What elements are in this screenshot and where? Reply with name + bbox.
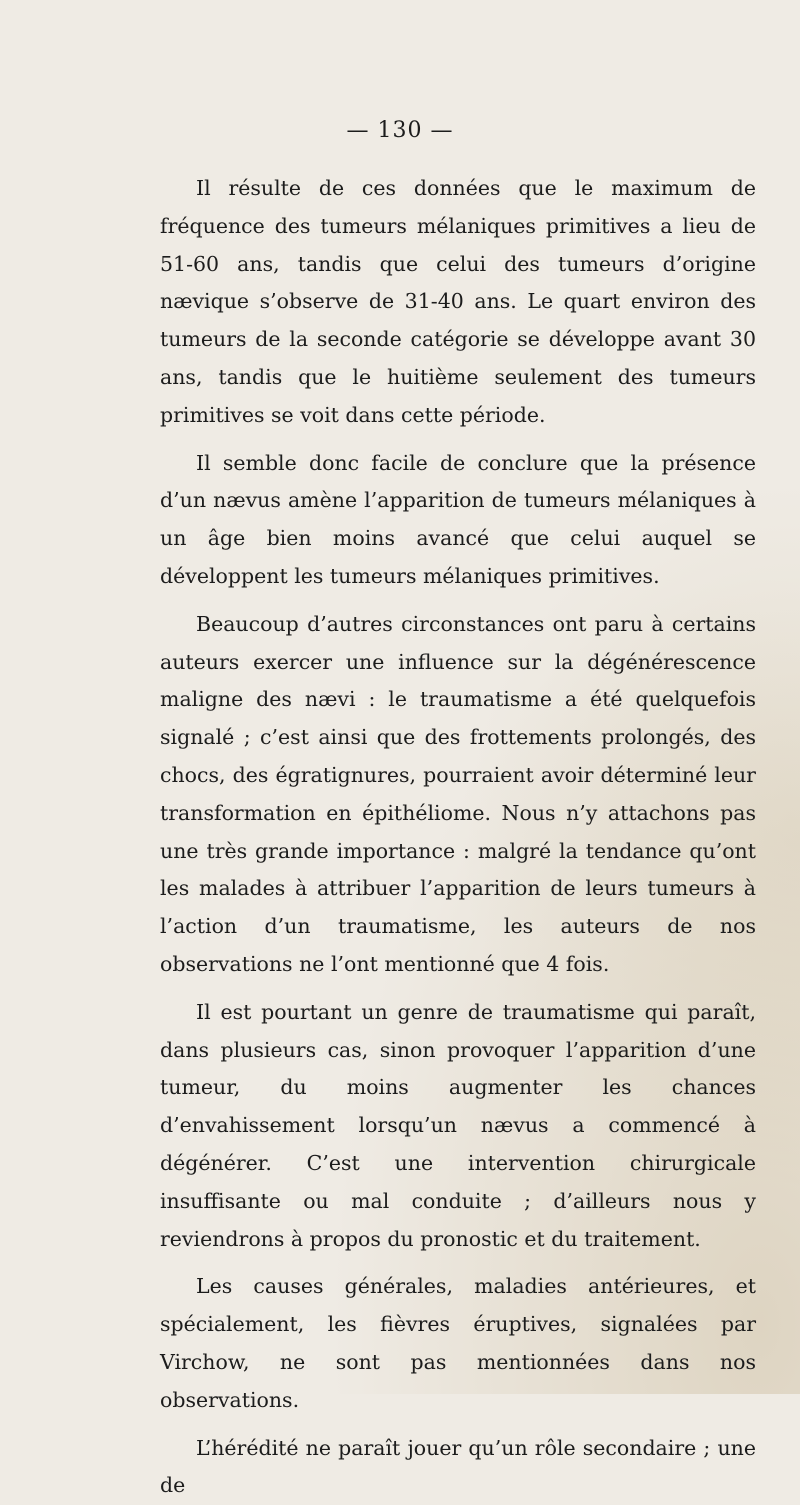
paragraph-6: L’hérédité ne paraît jouer qu’un rôle secondaire ; une de: [160, 1430, 756, 1505]
page-number: — 130 —: [0, 118, 800, 143]
paragraph-5: Les causes générales, maladies antérieures, et spécialement, les fièvres éruptives, signalées par Virchow, ne sont pas mentionnées dans nos observations.: [160, 1268, 756, 1419]
paragraph-1: Il résulte de ces données que le maximum de fréquence des tumeurs mélaniques primitives a lieu de 51-60 ans, tandis que celui des tumeurs d’origine nævique s’observe de 31-40 ans. Le quart environ des tumeurs de la seconde catégorie se développe avant 30 ans, tandis que le huitième seulement des tumeurs primitives se voit dans cette période.: [160, 170, 756, 435]
paragraph-4: Il est pourtant un genre de traumatisme qui paraît, dans plusieurs cas, sinon provoquer l’apparition d’une tumeur, du moins augmenter les chances d’envahissement lorsqu’un nævus a commencé à dégénérer. C’est une intervention chirurgicale insuffisante ou mal conduite ; d’ailleurs nous y reviendrons à propos du pronostic et du traitement.: [160, 994, 756, 1259]
body-text: [160, 170, 756, 1505]
paragraph-2: Il semble donc facile de conclure que la présence d’un nævus amène l’apparition de tumeurs mélaniques à un âge bien moins avancé que celui auquel se développent les tumeurs mélaniques primitives.: [160, 445, 756, 596]
paragraph-3: Beaucoup d’autres circonstances ont paru à certains auteurs exercer une influence sur la dégénérescence maligne des nævi : le traumatisme a été quelquefois signalé ; c’est ainsi que des frottements prolongés, des chocs, des égratignures, pourraient avoir déterminé leur transformation en épithéliome. Nous n’y attachons pas une très grande importance : malgré la tendance qu’ont les malades à attribuer l’apparition de leurs tumeurs à l’action d’un traumatisme, les auteurs de nos observations ne l’ont mentionné que 4 fois.: [160, 606, 756, 984]
